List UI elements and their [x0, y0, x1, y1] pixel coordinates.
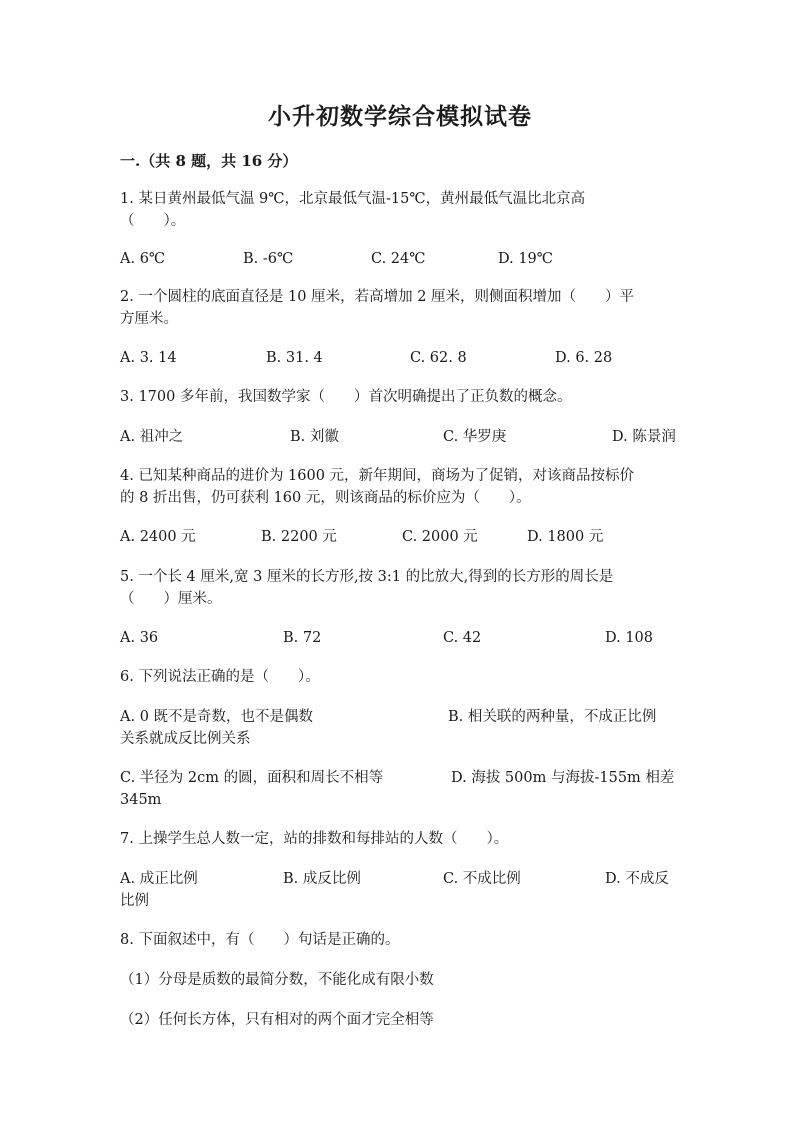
- question-1-option-d: D. 19℃: [498, 251, 553, 267]
- question-5-option-a: A. 36: [120, 630, 159, 646]
- question-6-option-d: D. 海拔 500m 与海拔-155m 相差: [451, 770, 675, 786]
- question-7-option-d: D. 不成反: [605, 871, 669, 887]
- question-3-option-d: D. 陈景润: [612, 429, 676, 445]
- question-8-statement-1: （1）分母是质数的最简分数，不能化成有限小数: [120, 972, 434, 988]
- question-7-option-c: C. 不成比例: [443, 871, 521, 887]
- question-2-text: 2. 一个圆柱的底面直径是 10 厘米，若高增加 2 厘米，则侧面积增加（ ）平: [120, 289, 635, 305]
- question-6-option-d-cont: 345m: [120, 792, 162, 808]
- question-3-option-c: C. 华罗庚: [443, 429, 507, 445]
- question-4-text: 4. 已知某种商品的进价为 1600 元，新年期间，商场为了促销，对该商品按标价: [120, 468, 635, 484]
- question-2-option-d: D. 6. 28: [555, 350, 613, 366]
- question-1-option-a: A. 6℃: [120, 251, 166, 267]
- question-7-option-a: A. 成正比例: [120, 871, 198, 887]
- question-6-option-c: C. 半径为 2cm 的圆，面积和周长不相等: [120, 770, 384, 786]
- question-5-option-b: B. 72: [283, 630, 322, 646]
- question-2-option-a: A. 3. 14: [120, 350, 177, 366]
- question-3-option-b: B. 刘徽: [290, 429, 339, 445]
- question-2-option-b: B. 31. 4: [266, 350, 323, 366]
- question-6-option-a: A. 0 既不是奇数，也不是偶数: [120, 709, 314, 725]
- question-2-option-c: C. 62. 8: [410, 350, 467, 366]
- question-1-option-c: C. 24℃: [371, 251, 426, 267]
- question-4-text-cont: 的 8 折出售，仍可获利 160 元，则该商品的标价应为（ ）。: [120, 490, 531, 506]
- question-7-option-b: B. 成反比例: [283, 871, 361, 887]
- question-4-option-d: D. 1800 元: [527, 529, 604, 545]
- question-2-text-cont: 方厘米。: [120, 311, 178, 327]
- question-3-text: 3. 1700 多年前，我国数学家（ ）首次明确提出了正负数的概念。: [120, 389, 572, 405]
- question-3-option-a: A. 祖冲之: [120, 429, 184, 445]
- question-1-text: 1. 某日黄州最低气温 9℃，北京最低气温-15℃，黄州最低气温比北京高: [120, 191, 586, 207]
- question-1-option-b: B. -6℃: [243, 251, 294, 267]
- question-5-option-d: D. 108: [605, 630, 654, 646]
- question-5-text-cont: （ ）厘米。: [120, 591, 222, 607]
- section-heading: 一.（共 8 题，共 16 分）: [120, 152, 298, 170]
- question-4-option-b: B. 2200 元: [261, 529, 337, 545]
- question-4-option-a: A. 2400 元: [120, 529, 196, 545]
- page-title: 小升初数学综合模拟试卷: [268, 103, 532, 130]
- question-7-text: 7. 上操学生总人数一定，站的排数和每排站的人数（ ）。: [120, 831, 509, 847]
- question-5-text: 5. 一个长 4 厘米,宽 3 厘米的长方形,按 3:1 的比放大,得到的长方形的周长是: [120, 569, 614, 585]
- question-1-text-cont: （ ）。: [120, 213, 186, 229]
- question-6-option-b-cont: 关系就成反比例关系: [120, 731, 251, 747]
- question-6-text: 6. 下列说法正确的是（ ）。: [120, 669, 320, 685]
- question-6-option-b: B. 相关联的两种量，不成正比例: [448, 709, 657, 725]
- question-7-option-d-cont: 比例: [120, 893, 149, 909]
- question-4-option-c: C. 2000 元: [402, 529, 478, 545]
- question-8-statement-2: （2）任何长方体，只有相对的两个面才完全相等: [120, 1012, 434, 1028]
- question-8-text: 8. 下面叙述中，有（ ）句话是正确的。: [120, 932, 400, 948]
- question-5-option-c: C. 42: [443, 630, 482, 646]
